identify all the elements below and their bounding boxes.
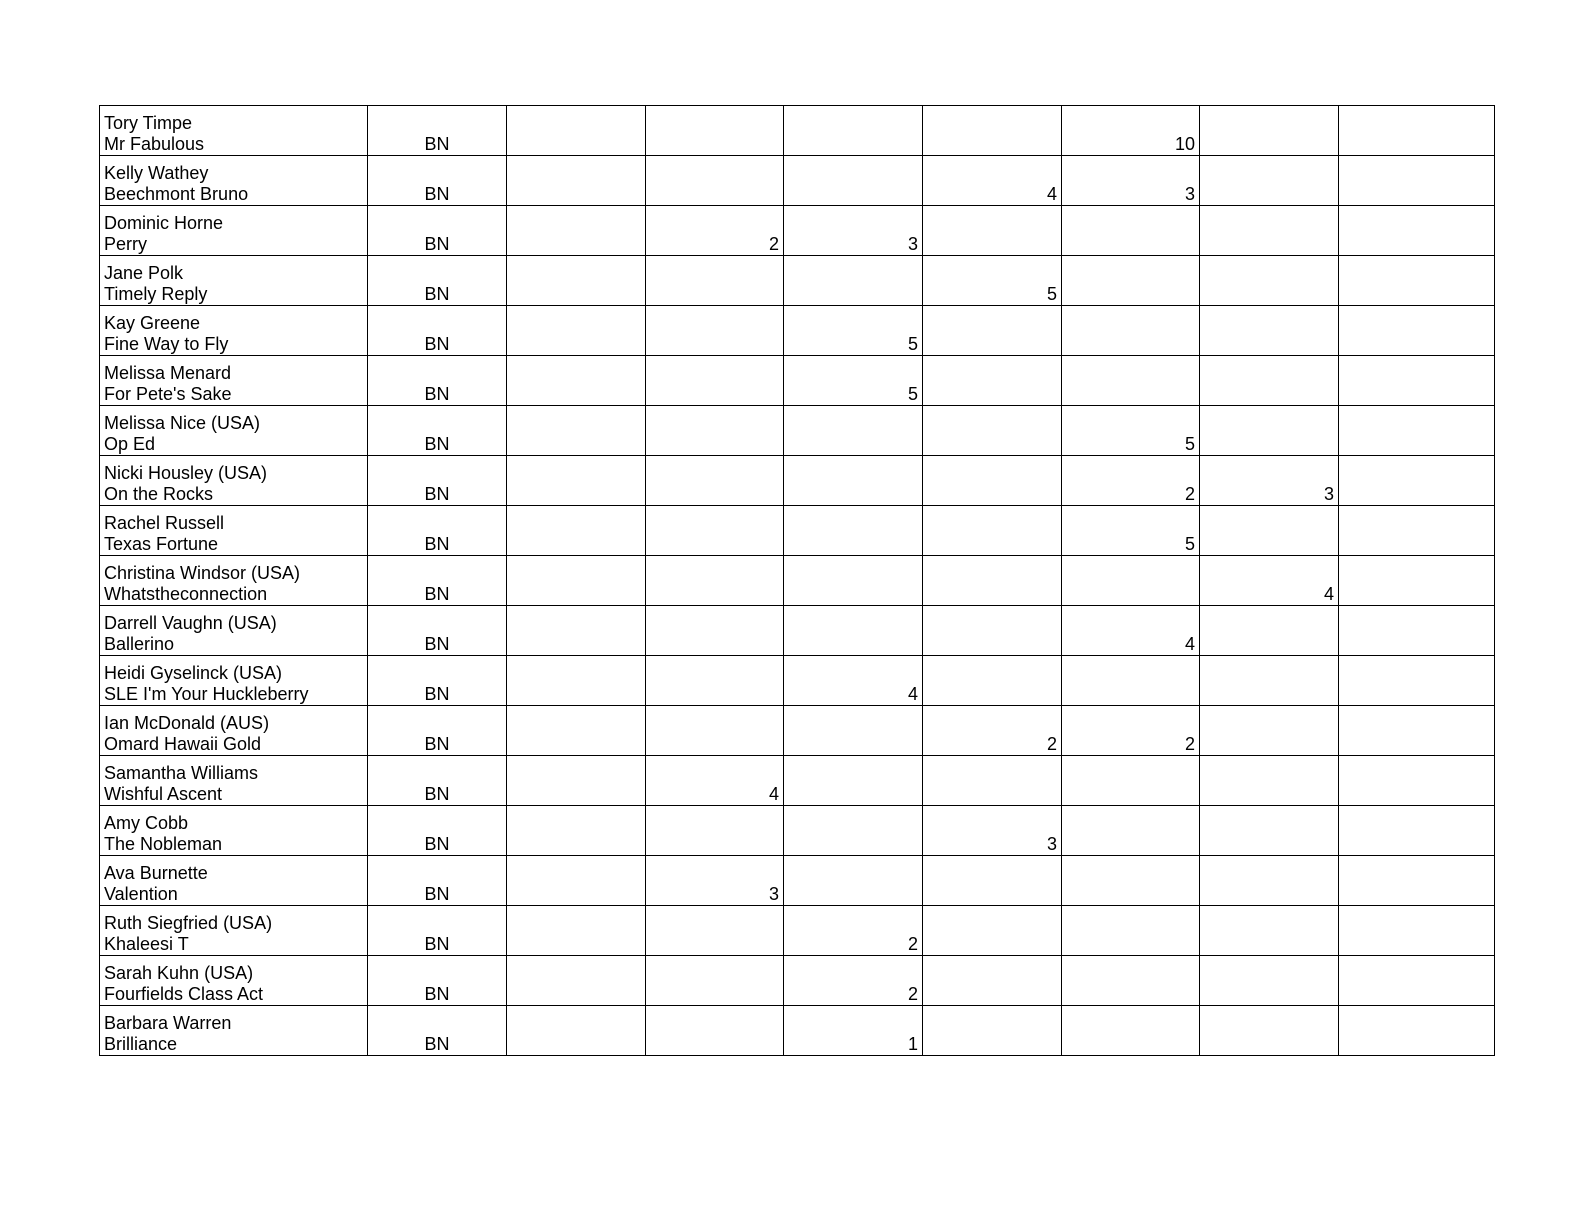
score-cell — [646, 706, 784, 756]
score-cell — [1062, 1006, 1200, 1056]
rider-name: Christina Windsor (USA) — [104, 563, 301, 583]
score-cell — [1062, 256, 1200, 306]
rider-name: Tory Timpe — [104, 113, 193, 133]
score-cell — [923, 456, 1062, 506]
score-cell — [1200, 256, 1339, 306]
score-cell — [507, 406, 646, 456]
table-row — [100, 756, 1495, 806]
rider-name: Samantha Williams — [104, 763, 259, 783]
table-row — [100, 306, 1495, 356]
score-cell: 3 — [646, 856, 784, 906]
level-cell: BN — [368, 356, 507, 406]
score-cell — [646, 506, 784, 556]
level-cell: BN — [368, 106, 507, 156]
level-cell: BN — [368, 906, 507, 956]
table-row — [100, 956, 1495, 1006]
score-cell — [507, 256, 646, 306]
score-cell — [784, 706, 923, 756]
score-cell — [923, 306, 1062, 356]
score-cell — [507, 206, 646, 256]
score-cell — [1200, 956, 1339, 1006]
score-cell — [646, 956, 784, 1006]
score-cell — [1062, 356, 1200, 406]
level-cell: BN — [368, 256, 507, 306]
level-cell: BN — [368, 506, 507, 556]
score-cell — [1339, 806, 1495, 856]
score-cell — [1339, 1006, 1495, 1056]
rider-horse-cell — [100, 156, 368, 206]
score-cell: 3 — [1200, 456, 1339, 506]
rider-horse-cell — [100, 806, 368, 856]
score-cell — [507, 806, 646, 856]
score-cell — [1200, 806, 1339, 856]
score-cell — [784, 856, 923, 906]
horse-name: On the Rocks — [104, 484, 214, 504]
score-cell — [1200, 706, 1339, 756]
horse-name: Valention — [104, 884, 178, 904]
score-cell — [1062, 206, 1200, 256]
rider-horse-cell — [100, 256, 368, 306]
score-cell: 5 — [923, 256, 1062, 306]
rider-horse-cell — [100, 906, 368, 956]
level-cell: BN — [368, 306, 507, 356]
rider-horse-cell — [100, 606, 368, 656]
score-cell: 3 — [923, 806, 1062, 856]
rider-horse-cell — [100, 1006, 368, 1056]
score-cell — [923, 556, 1062, 606]
score-cell — [1339, 756, 1495, 806]
score-cell — [646, 1006, 784, 1056]
rider-name: Rachel Russell — [104, 513, 225, 533]
score-cell — [923, 406, 1062, 456]
score-cell — [923, 106, 1062, 156]
table-row — [100, 206, 1495, 256]
score-cell: 2 — [784, 956, 923, 1006]
score-cell: 4 — [1200, 556, 1339, 606]
score-cell: 3 — [1062, 156, 1200, 206]
score-cell — [646, 406, 784, 456]
score-cell — [1339, 656, 1495, 706]
score-cell: 2 — [1062, 706, 1200, 756]
score-cell — [646, 456, 784, 506]
score-cell — [923, 656, 1062, 706]
rider-name: Melissa Nice (USA) — [104, 413, 261, 433]
score-cell — [646, 356, 784, 406]
rider-name: Sarah Kuhn (USA) — [104, 963, 254, 983]
score-cell: 4 — [646, 756, 784, 806]
rider-horse-cell — [100, 856, 368, 906]
table-row — [100, 506, 1495, 556]
score-cell: 4 — [784, 656, 923, 706]
score-cell — [784, 756, 923, 806]
score-cell — [1200, 106, 1339, 156]
results-table-body — [100, 106, 1495, 1056]
table-row — [100, 806, 1495, 856]
score-cell — [507, 1006, 646, 1056]
horse-name: The Nobleman — [104, 834, 223, 854]
score-cell — [1200, 206, 1339, 256]
score-cell — [1062, 856, 1200, 906]
rider-horse-cell — [100, 456, 368, 506]
horse-name: SLE I'm Your Huckleberry — [104, 684, 309, 704]
score-cell — [646, 106, 784, 156]
table-row — [100, 856, 1495, 906]
horse-name: Beechmont Bruno — [104, 184, 249, 204]
score-cell — [507, 656, 646, 706]
score-cell — [1339, 306, 1495, 356]
score-cell — [1339, 406, 1495, 456]
score-cell — [1339, 606, 1495, 656]
rider-name: Amy Cobb — [104, 813, 189, 833]
score-cell — [646, 656, 784, 706]
table-row — [100, 1006, 1495, 1056]
score-cell — [1339, 256, 1495, 306]
score-cell: 5 — [1062, 406, 1200, 456]
horse-name: Khaleesi T — [104, 934, 189, 954]
score-cell: 5 — [784, 306, 923, 356]
score-cell — [646, 606, 784, 656]
score-cell — [1200, 306, 1339, 356]
horse-name: Fourfields Class Act — [104, 984, 264, 1004]
results-table — [99, 105, 1495, 1056]
rider-horse-cell — [100, 406, 368, 456]
score-cell — [1062, 306, 1200, 356]
rider-name: Jane Polk — [104, 263, 184, 283]
score-cell — [507, 306, 646, 356]
level-cell: BN — [368, 956, 507, 1006]
rider-horse-cell — [100, 506, 368, 556]
rider-horse-cell — [100, 106, 368, 156]
level-cell: BN — [368, 1006, 507, 1056]
rider-horse-cell — [100, 956, 368, 1006]
rider-name: Kelly Wathey — [104, 163, 209, 183]
score-cell — [1339, 556, 1495, 606]
level-cell: BN — [368, 606, 507, 656]
score-cell — [1200, 156, 1339, 206]
horse-name: Ballerino — [104, 634, 175, 654]
score-cell — [923, 956, 1062, 1006]
score-cell — [1200, 906, 1339, 956]
score-cell — [923, 606, 1062, 656]
score-cell — [1339, 906, 1495, 956]
table-row — [100, 106, 1495, 156]
rider-horse-cell — [100, 756, 368, 806]
score-cell: 2 — [923, 706, 1062, 756]
horse-name: Perry — [104, 234, 148, 254]
score-cell — [507, 706, 646, 756]
score-cell — [1200, 856, 1339, 906]
table-row — [100, 256, 1495, 306]
rider-name: Dominic Horne — [104, 213, 224, 233]
table-row — [100, 606, 1495, 656]
horse-name: Brilliance — [104, 1034, 178, 1054]
score-cell — [1339, 856, 1495, 906]
score-cell — [507, 106, 646, 156]
score-cell: 1 — [784, 1006, 923, 1056]
horse-name: Timely Reply — [104, 284, 208, 304]
score-cell — [923, 906, 1062, 956]
score-cell — [507, 456, 646, 506]
score-cell — [507, 356, 646, 406]
level-cell: BN — [368, 556, 507, 606]
score-cell — [1200, 656, 1339, 706]
score-cell — [646, 806, 784, 856]
score-cell — [784, 606, 923, 656]
score-cell — [784, 156, 923, 206]
score-cell: 2 — [646, 206, 784, 256]
score-cell — [1339, 956, 1495, 1006]
rider-name: Melissa Menard — [104, 363, 232, 383]
level-cell: BN — [368, 856, 507, 906]
table-row — [100, 556, 1495, 606]
level-cell: BN — [368, 406, 507, 456]
score-cell — [1339, 506, 1495, 556]
score-cell — [646, 556, 784, 606]
score-cell — [784, 456, 923, 506]
score-cell: 10 — [1062, 106, 1200, 156]
score-cell — [507, 756, 646, 806]
score-cell — [1339, 106, 1495, 156]
score-cell — [1062, 906, 1200, 956]
score-cell — [1062, 956, 1200, 1006]
score-cell — [646, 906, 784, 956]
score-cell — [507, 156, 646, 206]
score-cell — [923, 506, 1062, 556]
score-cell: 3 — [784, 206, 923, 256]
horse-name: Omard Hawaii Gold — [104, 734, 262, 754]
score-cell — [1339, 706, 1495, 756]
score-cell — [1339, 456, 1495, 506]
score-cell — [507, 506, 646, 556]
level-cell: BN — [368, 806, 507, 856]
score-cell — [784, 256, 923, 306]
score-cell — [507, 556, 646, 606]
score-cell — [923, 756, 1062, 806]
rider-name: Heidi Gyselinck (USA) — [104, 663, 283, 683]
horse-name: Whatstheconnection — [104, 584, 268, 604]
score-cell — [923, 356, 1062, 406]
score-cell — [784, 806, 923, 856]
score-cell: 4 — [1062, 606, 1200, 656]
score-cell — [1062, 556, 1200, 606]
table-row — [100, 156, 1495, 206]
rider-horse-cell — [100, 656, 368, 706]
rider-name: Barbara Warren — [104, 1013, 232, 1033]
horse-name: Fine Way to Fly — [104, 334, 229, 354]
level-cell: BN — [368, 206, 507, 256]
rider-horse-cell — [100, 206, 368, 256]
score-cell — [1062, 656, 1200, 706]
table-row — [100, 906, 1495, 956]
score-cell — [1062, 756, 1200, 806]
score-cell — [923, 856, 1062, 906]
rider-horse-cell — [100, 706, 368, 756]
level-cell: BN — [368, 706, 507, 756]
score-cell — [1062, 806, 1200, 856]
level-cell: BN — [368, 456, 507, 506]
score-cell — [1200, 356, 1339, 406]
horse-name: Op Ed — [104, 434, 156, 454]
rider-name: Kay Greene — [104, 313, 201, 333]
horse-name: For Pete's Sake — [104, 384, 232, 404]
rider-horse-cell — [100, 556, 368, 606]
score-cell — [507, 906, 646, 956]
score-cell — [923, 1006, 1062, 1056]
rider-name: Ruth Siegfried (USA) — [104, 913, 273, 933]
score-cell — [1339, 356, 1495, 406]
rider-name: Darrell Vaughn (USA) — [104, 613, 277, 633]
score-cell — [1200, 1006, 1339, 1056]
rider-name: Ian McDonald (AUS) — [104, 713, 270, 733]
score-cell — [507, 856, 646, 906]
score-cell — [507, 956, 646, 1006]
level-cell: BN — [368, 656, 507, 706]
horse-name: Mr Fabulous — [104, 134, 205, 154]
score-cell — [923, 206, 1062, 256]
score-cell: 5 — [1062, 506, 1200, 556]
score-cell — [646, 156, 784, 206]
score-cell — [784, 556, 923, 606]
rider-name: Nicki Housley (USA) — [104, 463, 268, 483]
score-cell — [784, 106, 923, 156]
score-cell — [646, 306, 784, 356]
score-cell: 4 — [923, 156, 1062, 206]
horse-name: Texas Fortune — [104, 534, 219, 554]
table-row — [100, 456, 1495, 506]
horse-name: Wishful Ascent — [104, 784, 223, 804]
level-cell: BN — [368, 156, 507, 206]
score-cell: 5 — [784, 356, 923, 406]
score-cell — [1339, 206, 1495, 256]
score-cell — [784, 406, 923, 456]
table-row — [100, 706, 1495, 756]
score-cell — [784, 506, 923, 556]
score-cell — [507, 606, 646, 656]
score-cell — [1200, 756, 1339, 806]
level-cell: BN — [368, 756, 507, 806]
rider-name: Ava Burnette — [104, 863, 208, 883]
score-cell — [1200, 506, 1339, 556]
score-cell — [1200, 606, 1339, 656]
rider-horse-cell — [100, 356, 368, 406]
table-row — [100, 656, 1495, 706]
table-row — [100, 356, 1495, 406]
score-cell — [1339, 156, 1495, 206]
score-cell: 2 — [784, 906, 923, 956]
table-row — [100, 406, 1495, 456]
score-cell — [1200, 406, 1339, 456]
score-cell — [646, 256, 784, 306]
score-cell: 2 — [1062, 456, 1200, 506]
rider-horse-cell — [100, 306, 368, 356]
